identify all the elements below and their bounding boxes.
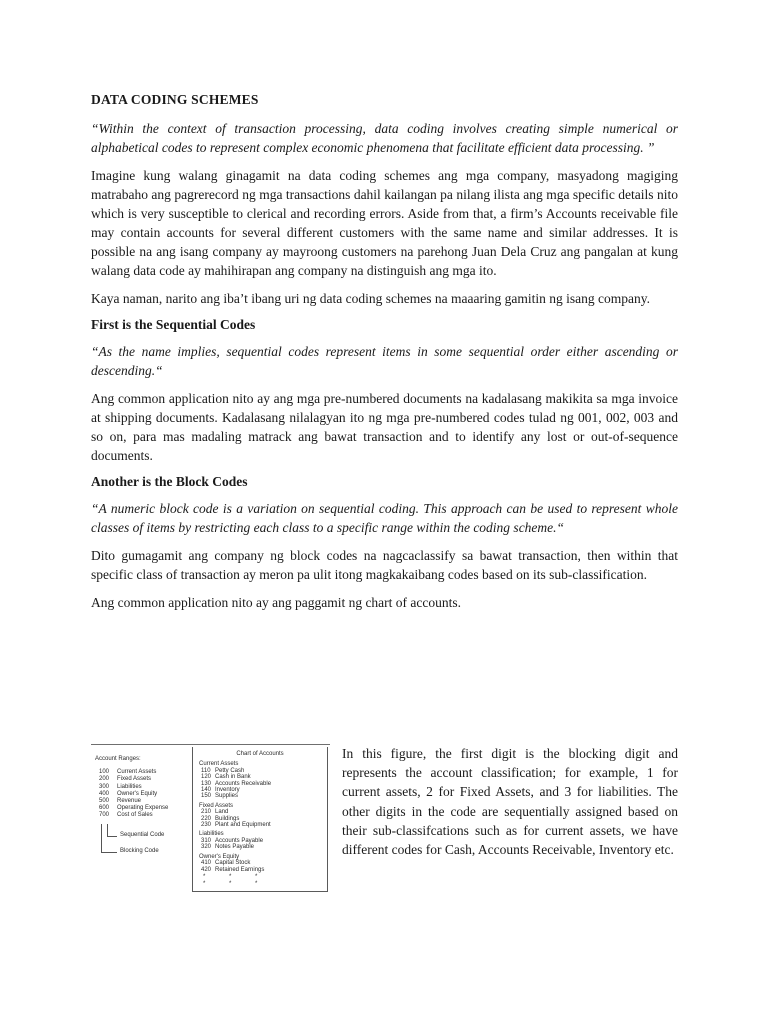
group-title: Owner's Equity xyxy=(199,853,240,860)
account-row: 150 Supplies xyxy=(201,793,239,800)
range-row: 600 Operating Expense xyxy=(99,805,169,812)
code-pointer-diagram xyxy=(95,824,187,864)
continuation-marks xyxy=(193,881,327,887)
account-row: 120 Cash in Bank xyxy=(201,774,251,781)
sequential-connector xyxy=(107,836,117,837)
figure-top-rule xyxy=(91,744,330,745)
block-heading: Another is the Block Codes xyxy=(91,474,248,489)
account-group xyxy=(199,831,327,850)
account-row: 220 Buildings xyxy=(201,815,240,822)
account-row: 320 Notes Payable xyxy=(201,844,255,851)
range-row: 300 Liabilities xyxy=(99,783,142,790)
account-row: 230 Plant and Equipment xyxy=(201,822,271,829)
continuation-marks xyxy=(193,874,327,880)
account-group xyxy=(199,803,327,829)
block-connector xyxy=(101,852,117,853)
continuation-mark: * xyxy=(203,873,206,880)
range-row: 200 Fixed Assets xyxy=(99,776,152,783)
sequential-code-label: Sequential Code xyxy=(120,831,165,838)
sequential-quote: “As the name implies, sequential codes represent items in some sequential order either ascending or descending.“ xyxy=(91,344,678,378)
range-row: 700 Cost of Sales xyxy=(99,812,153,819)
group-title: Fixed Assets xyxy=(199,802,234,809)
sequential-heading: First is the Sequential Codes xyxy=(91,317,256,332)
intro-paragraph: Imagine kung walang ginagamit na data coding schemes ang mga company, masyadong magiging matrabaho ang pagrerecord ng mga transactions dahil kailangan pa nilang ilista ang mga specific details nito which is very susceptible to clerical and recording errors. Aside from that, a firm’s Accounts receivable file may contain accounts for several different customers with the same name and similar addresses. It is possible na ang isang company ay mayroong customers na parehong Juan Dela Cruz ang pangalan at kung walang data code ay mahihirapan ang company na distinguish ang mga ito. xyxy=(91,168,678,278)
group-title: Current Assets xyxy=(199,761,239,768)
continuation-mark: * xyxy=(229,881,232,888)
continuation-mark: * xyxy=(255,881,258,888)
account-row: 210 Land xyxy=(201,809,229,816)
page-title: DATA CODING SCHEMES xyxy=(91,92,259,107)
account-ranges xyxy=(95,756,187,864)
chart-of-accounts-box xyxy=(192,747,328,892)
block-paragraph: Dito gumagamit ang company ng block codes na nagcaclassify sa bawat transaction, then within that specific class of transaction ay meron pa ulit itong magkakaibang codes based on its sub-classification. xyxy=(91,548,678,582)
document-body xyxy=(91,92,678,621)
account-row: 130 Accounts Receivable xyxy=(201,780,272,787)
account-row: 310 Accounts Payable xyxy=(201,837,264,844)
figure-description: In this figure, the first digit is the blocking digit and represents the account classification; for example, 1 for current assets, 2 for Fixed Assets, and 3 for liabilities. The other digits in the code are sequentially assigned based on their sub-classifcations such as for current assets, we have different codes for Cash, Accounts Receivable, Inventory etc. xyxy=(342,746,678,858)
chart-of-accounts-figure xyxy=(91,744,330,894)
intro-quote: “Within the context of transaction processing, data coding involves creating simple numerical or alphabetical codes to represent complex economic phenomena that facilitate efficient data processing. ” xyxy=(91,121,678,155)
block-quote: “A numeric block code is a variation on sequential coding. This approach can be used to represent whole classes of items by restricting each class to a specific range within the coding scheme.“ xyxy=(91,501,678,535)
block-pointer-line xyxy=(101,824,102,852)
sequential-pointer-line xyxy=(107,824,108,836)
account-row: 410 Capital Stock xyxy=(201,860,251,867)
account-row: 110 Petty Cash xyxy=(201,767,245,774)
continuation-mark: * xyxy=(229,873,232,880)
figure-section xyxy=(91,744,678,894)
continuation-mark: * xyxy=(255,873,258,880)
range-row: 100 Current Assets xyxy=(99,769,157,776)
range-row: 500 Revenue xyxy=(99,798,142,805)
account-row: 140 Inventory xyxy=(201,787,240,794)
continuation-mark: * xyxy=(203,881,206,888)
account-row: 420 Retained Earnings xyxy=(201,866,265,873)
blocking-code-label: Blocking Code xyxy=(120,847,159,854)
sequential-paragraph: Ang common application nito ay ang mga pre-numbered documents na kadalasang makikita sa mga invoice at shipping documents. Kadalasang nilalagyan ito ng mga pre-numbered codes tulad ng 001, 002, 003 and so on, para mas madaling matrack ang bawat transaction and to identify any lost or out-of-sequence documents. xyxy=(91,391,678,463)
account-group xyxy=(199,854,327,873)
group-title: Liabilities xyxy=(199,831,224,838)
range-row: 400 Owner's Equity xyxy=(99,790,158,797)
chart-of-accounts-title: Chart of Accounts xyxy=(236,751,284,757)
account-ranges-title: Account Ranges: xyxy=(95,756,141,762)
block-application: Ang common application nito ay ang paggamit ng chart of accounts. xyxy=(91,595,462,610)
account-group xyxy=(199,761,327,799)
kaya-paragraph: Kaya naman, narito ang iba’t ibang uri ng data coding schemes na maaaring gamitin ng isang company. xyxy=(91,291,650,306)
